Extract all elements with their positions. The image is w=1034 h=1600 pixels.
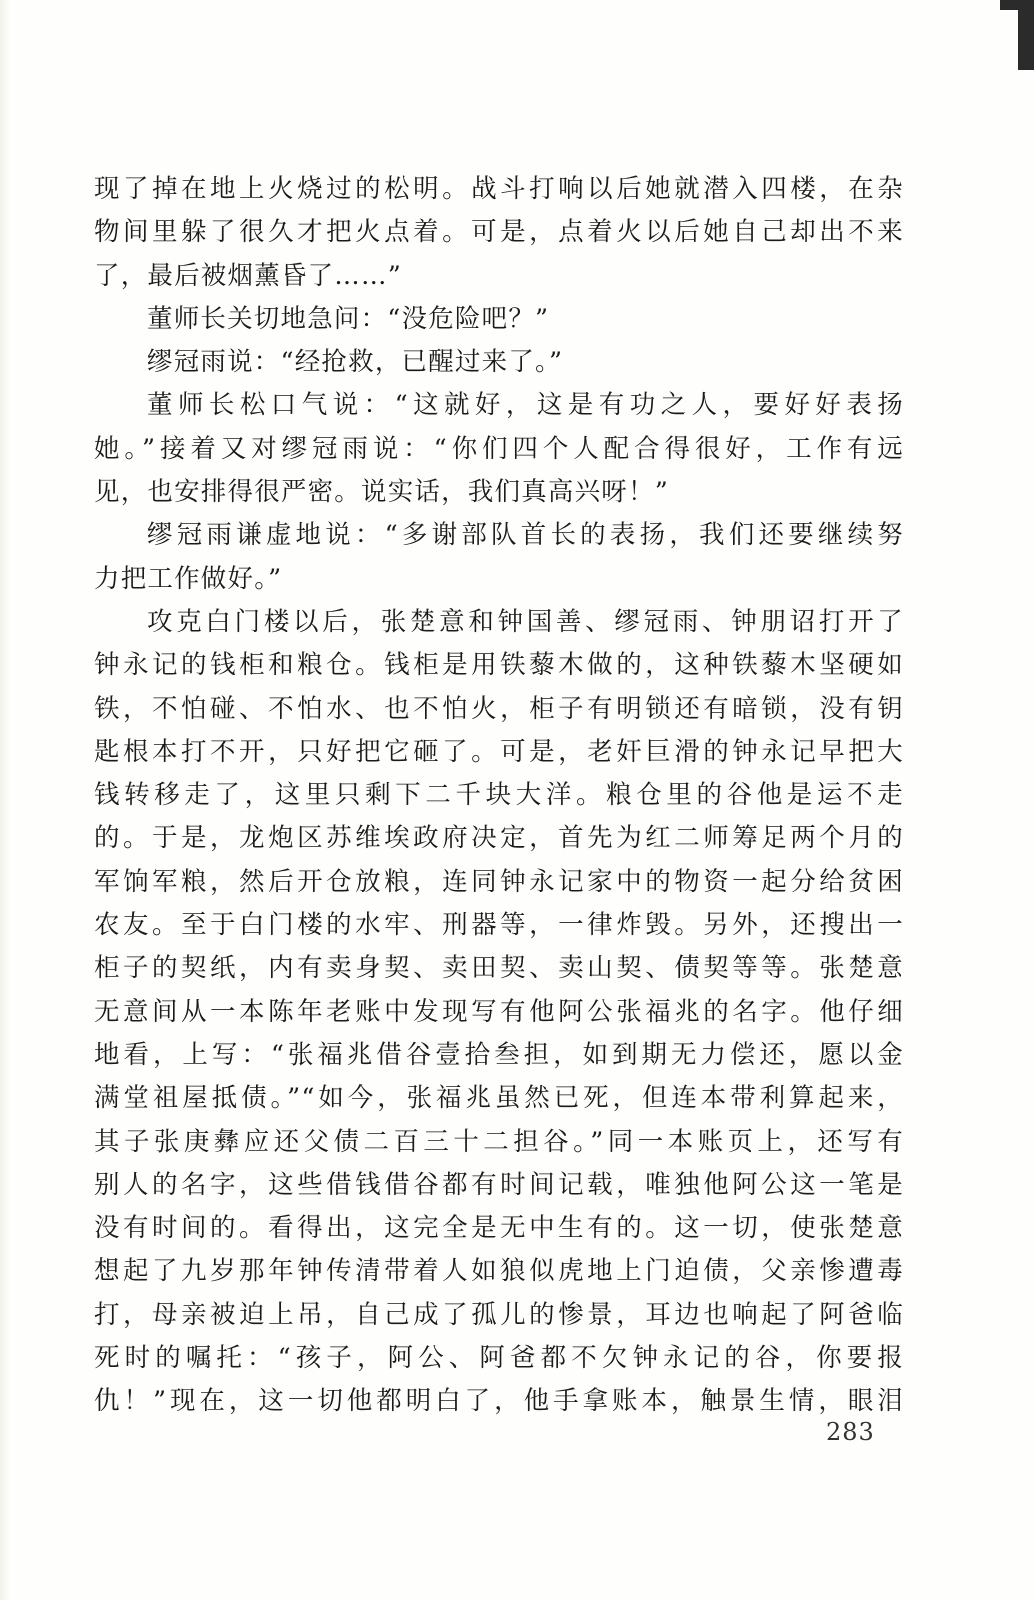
text-line: 她。”接着又对缪冠雨说：“你们四个人配合得很好，工作有远 [94, 433, 904, 464]
text-line: 钱转移走了，这里只剩下二千块大洋。粮仓里的谷他是运不走 [94, 780, 904, 811]
text-line: 别人的名字，这些借钱借谷都有时间记载，唯独他阿公这一笔是 [94, 1169, 904, 1200]
text-line: 没有时间的。看得出，这完全是无中生有的。这一切，使张楚意 [94, 1213, 904, 1244]
text-line: 了，最后被烟薰昏了……” [94, 260, 402, 291]
text-line: 董师长松口气说：“这就好，这是有功之人，要好好表扬 [147, 390, 904, 421]
text-line: 无意间从一本陈年老账中发现写有他阿公张福兆的名字。他仔细 [94, 996, 904, 1027]
text-line: 钟永记的钱柜和粮仓。钱柜是用铁藜木做的，这种铁藜木坚硬如 [94, 650, 904, 681]
scan-corner-mark-top [1000, 0, 1034, 10]
text-line: 军饷军粮，然后开仓放粮，连同钟永记家中的物资一起分给贫困 [94, 866, 904, 897]
text-line: 地看，上写：“张福兆借谷壹拾叁担，如到期无力偿还，愿以金 [94, 1039, 904, 1070]
text-line: 死时的嘱托：“孩子，阿公、阿爸都不欠钟永记的谷，你要报 [94, 1343, 904, 1374]
text-line: 董师长关切地急问：“没危险吧？” [147, 303, 550, 334]
scan-corner-mark [1018, 0, 1034, 70]
text-line: 物间里躲了很久才把火点着。可是，点着火以后她自己却出不来 [94, 217, 904, 248]
text-line: 力把工作做好。” [94, 563, 283, 594]
text-line: 满堂祖屋抵债。”“如今，张福兆虽然已死，但连本带利算起来， [94, 1083, 904, 1114]
text-line: 仇！”现在，这一切他都明白了，他手拿账本，触景生情，眼泪 [94, 1386, 904, 1417]
text-line: 缪冠雨谦虚地说：“多谢部队首长的表扬，我们还要继续努 [147, 520, 904, 551]
body-text [94, 168, 904, 1424]
text-line: 现了掉在地上火烧过的松明。战斗打响以后她就潜入四楼，在杂 [94, 174, 904, 204]
page-number: 283 [826, 1418, 875, 1446]
text-line: 缪冠雨说：“经抢救，已醒过来了。” [147, 347, 564, 378]
text-line: 的。于是，龙炮区苏维埃政府决定，首先为红二师筹足两个月的 [94, 823, 904, 854]
text-line: 匙根本打不开，只好把它砸了。可是，老奸巨滑的钟永记早把大 [94, 736, 904, 767]
text-line: 见，也安排得很严密。说实话，我们真高兴呀！” [94, 477, 669, 508]
text-line: 柜子的契纸，内有卖身契、卖田契、卖山契、债契等等。张楚意 [94, 953, 904, 984]
text-line: 攻克白门楼以后，张楚意和钟国善、缪冠雨、钟朋诏打开了 [147, 606, 904, 637]
page-edge-shadow [0, 0, 10, 1600]
text-line: 铁，不怕碰、不怕水、也不怕火，柜子有明锁还有暗锁，没有钥 [94, 693, 904, 724]
text-line: 打，母亲被迫上吊，自己成了孤儿的惨景，耳边也响起了阿爸临 [94, 1299, 904, 1330]
text-line: 想起了九岁那年钟传清带着人如狼似虎地上门迫债，父亲惨遭毒 [94, 1256, 904, 1287]
text-line: 其子张庚彝应还父债二百三十二担谷。”同一本账页上，还写有 [94, 1126, 904, 1157]
text-line: 农友。至于白门楼的水牢、刑器等，一律炸毁。另外，还搜出一 [94, 910, 904, 941]
